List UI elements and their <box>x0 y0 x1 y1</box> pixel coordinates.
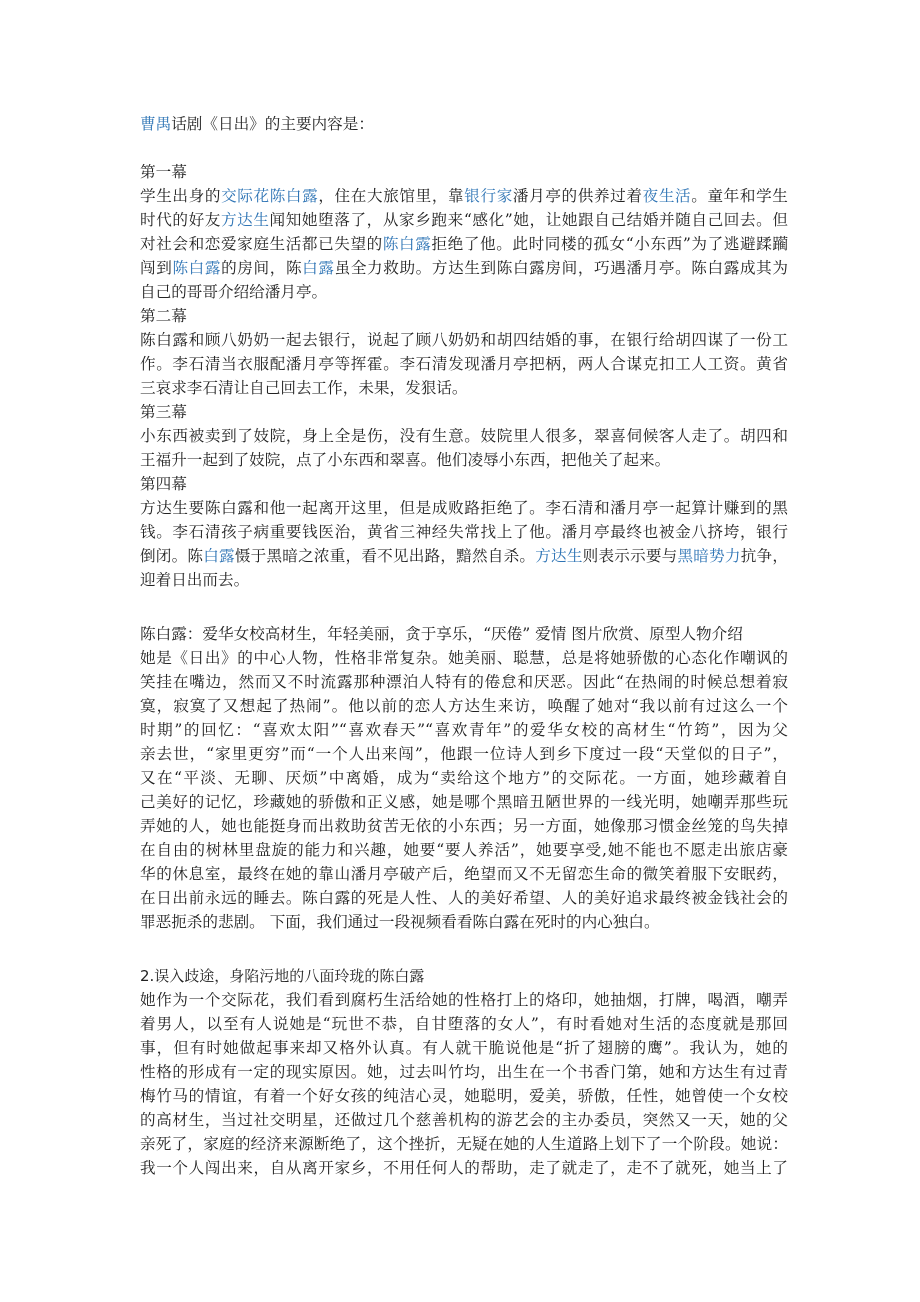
hyperlink[interactable]: 黑暗势力 <box>677 547 741 565</box>
act-text-line <box>140 184 788 208</box>
text-run: 陈白露和顾八奶奶一起去银行，说起了顾八奶奶和胡四结婚的事，在银行给胡四谋了一份工 <box>140 331 788 349</box>
text-run: ，住在大旅馆里，靠 <box>318 187 465 205</box>
act-text-line <box>140 328 788 352</box>
act-text-line <box>140 424 788 448</box>
text-run: 钱。李石清孩子病重要钱医治，黄省三神经失常找上了他。潘月亭最终也被金八挤垮，银行 <box>140 523 788 541</box>
text-run: 自己的哥哥介绍给潘月亭。 <box>140 283 328 301</box>
hyperlink[interactable]: 交际花 <box>221 187 270 205</box>
paragraph-line: 梅竹马的情谊，有着一个好女孩的纯洁心灵，她聪明，爱美，骄傲，任性，她曾使一个女校 <box>140 1087 788 1105</box>
paragraph-line: 事，但有时她做起事来却又格外认真。有人就干脆说他是“折了翅膀的鹰”。我认为，她的 <box>140 1039 788 1057</box>
text-run: 王福升一起到了妓院，点了小东西和翠喜。他们凌辱小东西，把他关了起来。 <box>140 451 671 469</box>
text-run: 小东西被卖到了妓院，身上全是伤，没有生意。妓院里人很多，翠喜伺候客人走了。胡四和 <box>140 427 788 445</box>
text-run: 倒闭。陈 <box>140 547 204 565</box>
act-heading: 第三幕 <box>140 403 187 421</box>
text-run: 时代的好友 <box>140 211 221 229</box>
paragraph-line: 她作为一个交际花，我们看到腐朽生活给她的性格打上的烙印，她抽烟，打牌，喝酒，嘲弄 <box>140 991 788 1009</box>
hyperlink[interactable]: 白露 <box>203 547 235 565</box>
act-text-line <box>140 352 788 376</box>
hyperlink[interactable]: 白露 <box>302 259 335 277</box>
act-text-line <box>140 256 788 280</box>
text-run: 潘月亭的供养过着 <box>512 187 643 205</box>
act-heading: 第一幕 <box>140 163 187 181</box>
link-cao-yu[interactable]: 曹禺 <box>140 115 172 133</box>
act-text-line <box>140 448 788 472</box>
paragraph-line: 在自由的树林里盘旋的能力和兴趣，她要“要人养活”，她要享受,她不能也不愿走出旅店豪 <box>140 841 788 859</box>
section-2-title: 2.误入歧途，身陷污地的八面玲珑的陈白露 <box>140 967 425 985</box>
paragraph-line: 着男人，以至有人说她是“玩世不恭，自甘堕落的女人”，有时看她对生活的态度就是那回 <box>140 1015 788 1033</box>
text-run: 对社会和恋爱家庭生活都已失望的 <box>140 235 383 253</box>
text-run: 作。李石清当衣服配潘月亭等挥霍。李石清发现潘月亭把柄，两人合谋克扣工人工资。黄省 <box>140 355 788 373</box>
paragraph-line: 罪恶扼杀的悲剧。 下面，我们通过一段视频看看陈白露在死时的内心独白。 <box>140 913 660 931</box>
paragraph-line: 她是《日出》的中心人物，性格非常复杂。她美丽、聪慧，总是将她骄傲的心态化作嘲讽的 <box>140 649 788 667</box>
hyperlink[interactable]: 陈白露 <box>172 259 222 277</box>
text-run: 三哀求李石清让自己回去工作，未果，发狠话。 <box>140 379 468 397</box>
act-text-line <box>140 208 788 232</box>
text-run: 抗争， <box>740 547 788 565</box>
hyperlink[interactable]: 陈白露 <box>382 235 432 253</box>
hyperlink[interactable]: 方达生 <box>220 211 270 229</box>
paragraph-line: 亲去世，“家里更穷”而“一个人出来闯”，他跟一位诗人到乡下度过一段“天堂似的日子”， <box>140 745 788 763</box>
text-run: 。童年和学生 <box>691 187 788 205</box>
section-2-paragraph <box>140 988 788 1180</box>
character-paragraph <box>140 622 788 934</box>
act-text-line <box>140 496 788 520</box>
text-run: 学生出身的 <box>140 187 222 205</box>
paragraph-line: 笑挂在嘴边，然而又不时流露那种漂泊人特有的倦怠和厌恶。因此“在热闹的时候总想着寂 <box>140 673 788 691</box>
paragraph-line: 陈白露：爱华女校高材生，年轻美丽，贪于享乐，“厌倦” 爱情 图片欣赏、原型人物介绍 <box>140 625 743 643</box>
text-run: 慑于黑暗之浓重，看不见出路，黯然自杀。 <box>234 547 536 565</box>
text-run: 则表示示要与 <box>582 547 678 565</box>
text-run: 方达生要陈白露和他一起离开这里，但是成败路拒绝了。李石清和潘月亭一起算计赚到的黑 <box>140 499 788 517</box>
hyperlink[interactable]: 夜生活 <box>642 187 692 205</box>
hyperlink[interactable]: 方达生 <box>535 547 583 565</box>
text-run: 虽全力救助。方达生到陈白露房间，巧遇潘月亭。陈白露成其为 <box>334 259 788 277</box>
act-text-line <box>140 544 788 568</box>
act-heading: 第四幕 <box>140 475 187 493</box>
paragraph-line: 时期”的回忆：“喜欢太阳”“喜欢春天”“喜欢青年”的爱华女校的高材生“竹筠”，因为父 <box>140 721 788 739</box>
text-run: 迎着日出而去。 <box>140 571 250 589</box>
paragraph-line: 我一个人闯出来，自从离开家乡，不用任何人的帮助，走了就走了，走不了就死，她当上了 <box>140 1159 788 1177</box>
text-run: 拒绝了他。此时同楼的孤女“小东西”为了逃避蹂躏 <box>431 235 788 253</box>
act-text-line <box>140 568 788 592</box>
text-run: 的房间，陈 <box>221 259 303 277</box>
act-text-line <box>140 280 788 304</box>
paragraph-line: 寞，寂寞了又想起了热闹”。他以前的恋人方达生来访，唤醒了她对“我以前有过这么一个 <box>140 697 788 715</box>
paragraph-line: 弄她的人，她也能挺身而出救助贫苦无依的小东西；另一方面，她像那习惯金丝笼的鸟失掉 <box>140 817 788 835</box>
paragraph-line: 己美好的记忆，珍藏她的骄傲和正义感，她是哪个黑暗丑陋世界的一线光明，她嘲弄那些玩 <box>140 793 788 811</box>
paragraph-line: 华的休息室，最终在她的靠山潘月亭破产后，绝望而又不无留恋生命的微笑着服下安眠药， <box>140 865 788 883</box>
text-run: 闯到 <box>140 259 173 277</box>
act-text-line <box>140 520 788 544</box>
paragraph-line: 在日出前永远的睡去。陈白露的死是人性、人的美好希望、人的美好追求最终被金钱社会的 <box>140 889 788 907</box>
paragraph-line: 又在“平淡、无聊、厌烦”中离婚，成为“卖给这个地方”的交际花。一方面，她珍藏着自 <box>140 769 788 787</box>
intro-text: 话剧《日出》的主要内容是： <box>171 115 374 133</box>
paragraph-line: 性格的形成有一定的现实原因。她，过去叫竹均，出生在一个书香门第，她和方达生有过青 <box>140 1063 788 1081</box>
paragraph-line: 的高材生，当过社交明星，还做过几个慈善机构的游艺会的主办委员，突然又一天，她的父 <box>140 1111 788 1129</box>
text-run: 闻知她堕落了，从家乡跑来“感化”她，让她跟自己结婚并随自己回去。但 <box>269 211 788 229</box>
intro-line <box>140 112 788 136</box>
act-text-line <box>140 376 788 400</box>
paragraph-line: 亲死了，家庭的经济来源断绝了，这个挫折，无疑在她的人生道路上划下了一个阶段。她说： <box>140 1135 788 1153</box>
act-heading: 第二幕 <box>140 307 187 325</box>
act-text-line <box>140 232 788 256</box>
document-body <box>140 112 788 1180</box>
acts-section <box>140 160 788 592</box>
hyperlink[interactable]: 陈白露 <box>269 187 319 205</box>
hyperlink[interactable]: 银行家 <box>464 187 513 205</box>
